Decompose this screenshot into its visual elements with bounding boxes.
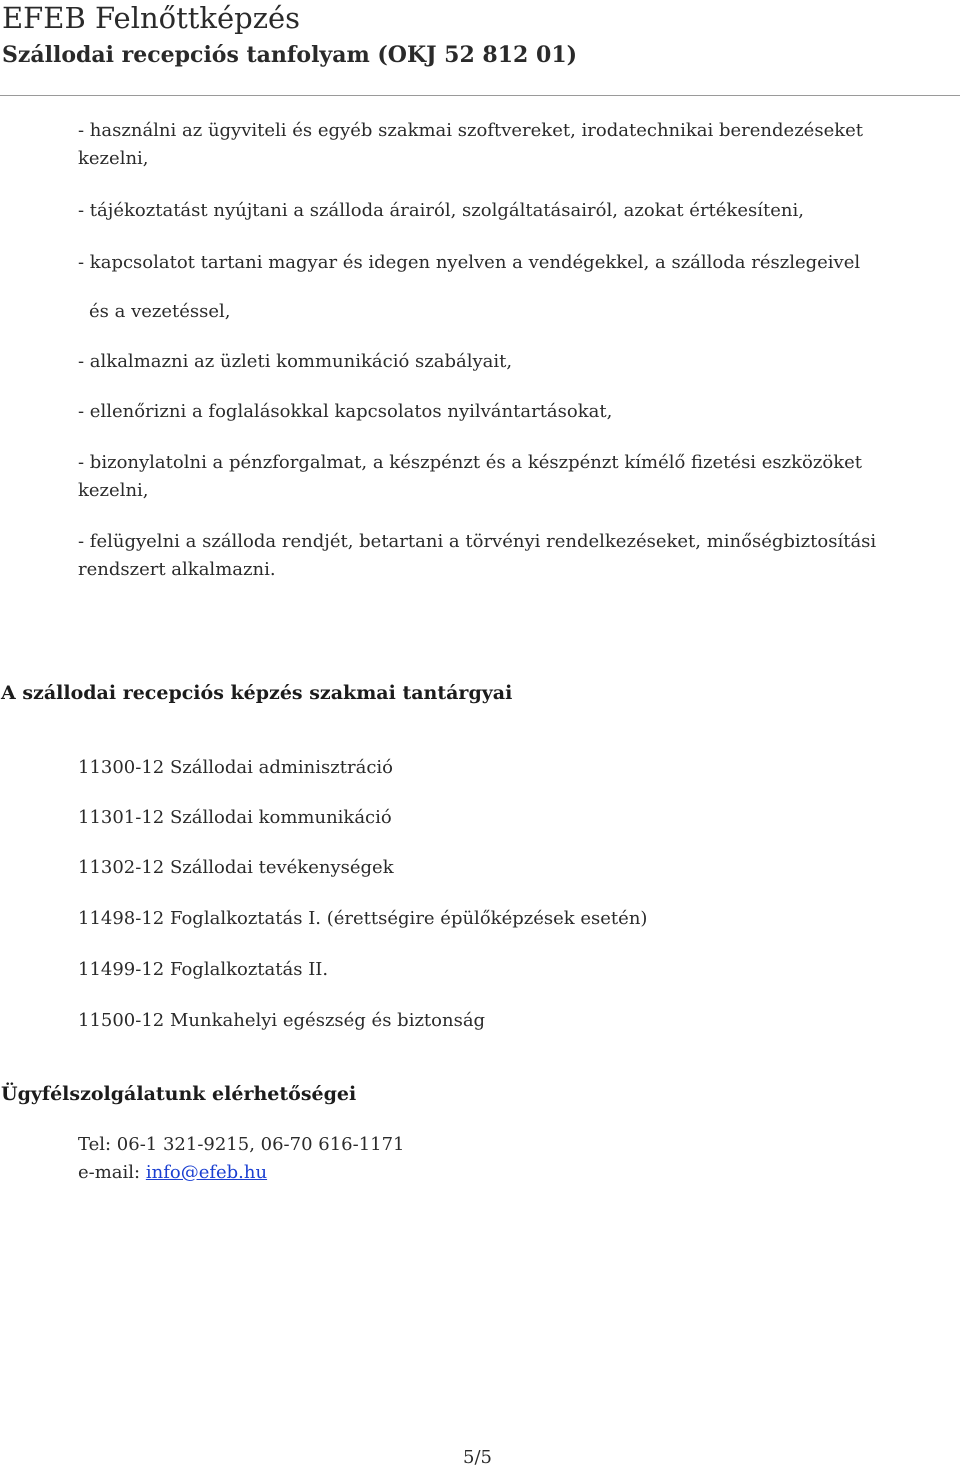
- competency-line: - felügyelni a szálloda rendjét, betartani a törvényi rendelkezéseket, minőségbiztosítási: [78, 531, 877, 552]
- competency-line: - alkalmazni az üzleti kommunikáció szabályait,: [78, 351, 513, 372]
- competency-line: rendszert alkalmazni.: [78, 559, 276, 580]
- subjects-heading: A szállodai recepciós képzés szakmai tantárgyai: [1, 682, 513, 704]
- subject-item: 11498-12 Foglalkoztatás I. (érettségire épülőképzések esetén): [78, 908, 648, 929]
- course-title: Szállodai recepciós tanfolyam (OKJ 52 812 01): [2, 42, 578, 68]
- competency-line: - bizonylatolni a pénzforgalmat, a készpénzt és a készpénzt kímélő fizetési eszközöket: [78, 452, 863, 473]
- email-label: e-mail:: [78, 1162, 146, 1183]
- page-number: 5/5: [463, 1447, 492, 1468]
- subject-item: 11500-12 Munkahelyi egészség és biztonság: [78, 1010, 486, 1031]
- page-header: [0, 0, 960, 96]
- subject-item: 11301-12 Szállodai kommunikáció: [78, 807, 392, 828]
- subject-item: 11302-12 Szállodai tevékenységek: [78, 857, 394, 878]
- competency-line: - használni az ügyviteli és egyéb szakmai szoftvereket, irodatechnikai berendezéseket: [78, 120, 864, 141]
- organization-title: EFEB Felnőttképzés: [2, 1, 301, 35]
- subject-item: 11300-12 Szállodai adminisztráció: [78, 757, 393, 778]
- email-link[interactable]: info@efeb.hu: [145, 1162, 268, 1183]
- competency-line: - ellenőrizni a foglalásokkal kapcsolatos nyilvántartásokat,: [78, 401, 613, 422]
- competency-line: - tájékoztatást nyújtani a szálloda árairól, szolgáltatásairól, azokat értékesíteni,: [78, 200, 804, 221]
- contact-heading: Ügyfélszolgálatunk elérhetőségei: [1, 1083, 357, 1105]
- contact-email-line: [78, 1160, 918, 1186]
- competency-line: kezelni,: [78, 148, 149, 169]
- competency-line: - kapcsolatot tartani magyar és idegen nyelven a vendégekkel, a szálloda részlegeivel: [78, 252, 861, 273]
- competency-line: és a vezetéssel,: [89, 301, 231, 322]
- competency-line: kezelni,: [78, 480, 149, 501]
- contact-phone: Tel: 06-1 321-9215, 06-70 616-1171: [78, 1134, 405, 1155]
- subject-item: 11499-12 Foglalkoztatás II.: [78, 959, 329, 980]
